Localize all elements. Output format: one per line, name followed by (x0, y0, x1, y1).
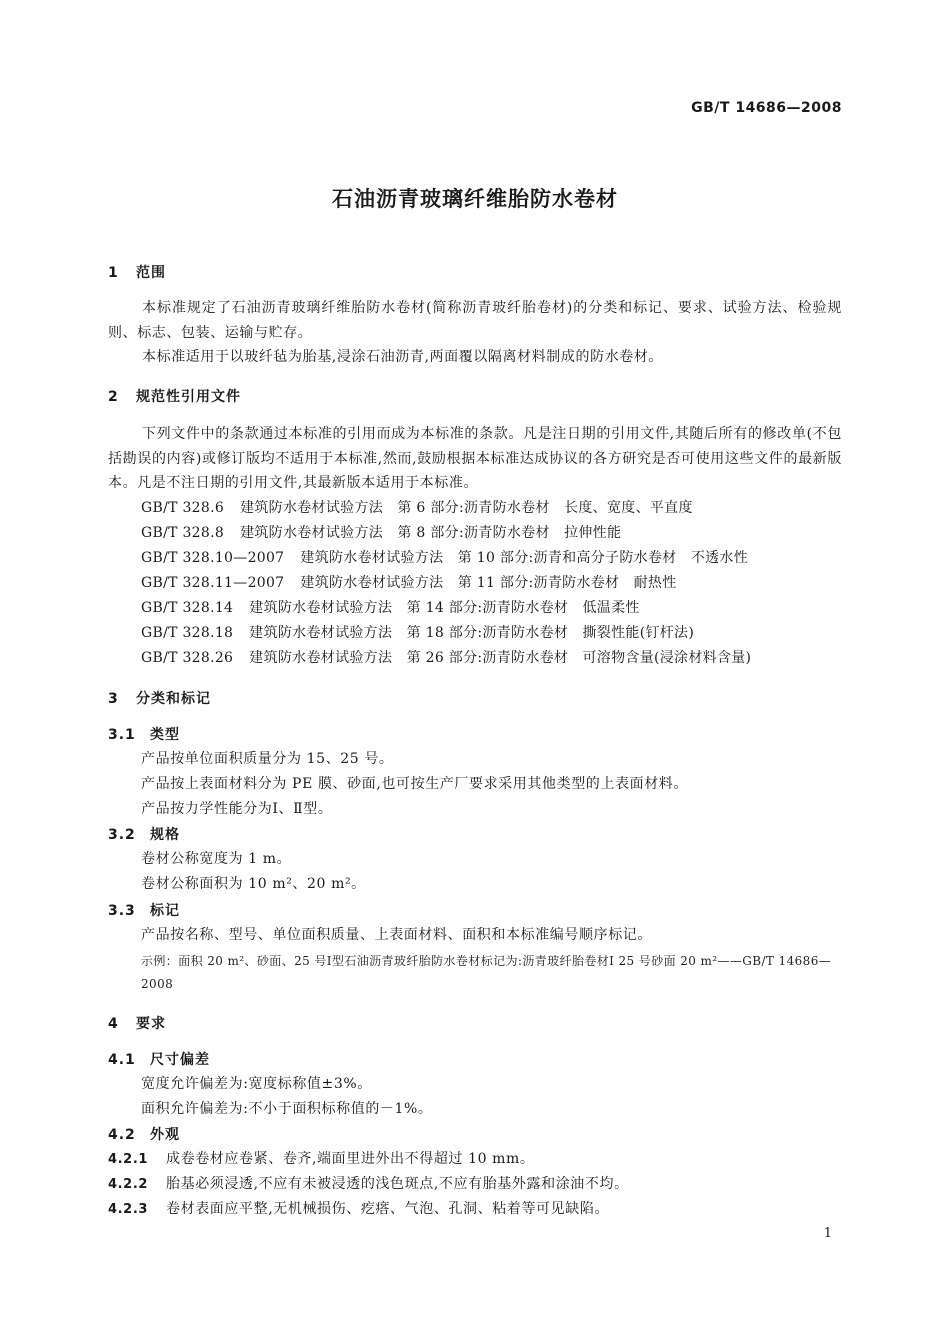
subsection-title: 类型 (150, 727, 180, 743)
item-number: 4.2.2 (108, 1177, 149, 1192)
appearance-item (108, 1147, 535, 1172)
appearance-item (108, 1172, 629, 1197)
section-2-intro: 下列文件中的条款通过本标准的引用而成为本标准的条款。凡是注日期的引用文件,其随后所有的修改单(不包括勘误的内容)或修订版均不适用于本标准,然而,鼓励根据本标准达成协议的各方研究是否可使用这些文件的最新版本。凡是不注日期的引用文件,其最新版本适用于本标准。 (108, 426, 842, 491)
section-2-heading (108, 386, 241, 406)
subsection-4-1-heading (108, 1049, 210, 1069)
spec-line-1: 卷材公称宽度为 1 m。 (141, 851, 292, 867)
reference-title: 建筑防水卷材试验方法 第 26 部分:沥青防水卷材 可溶物含量(浸涂材料含量) (249, 650, 752, 666)
item-text: 胎基必须浸透,不应有未被浸透的浅色斑点,不应有胎基外露和涂油不均。 (166, 1176, 629, 1192)
subsection-number: 3.2 (108, 827, 136, 843)
document-title: 石油沥青玻璃纤维胎防水卷材 (332, 187, 618, 211)
section-title: 规范性引用文件 (136, 389, 241, 405)
reference-title: 建筑防水卷材试验方法 第 8 部分:沥青防水卷材 拉伸性能 (240, 525, 622, 541)
reference-item (141, 547, 748, 567)
section-1-paragraph-2: 本标准适用于以玻纤毡为胎基,浸涂石油沥青,两面覆以隔离材料制成的防水卷材。 (142, 349, 664, 365)
reference-code: GB/T 328.26 (141, 650, 234, 666)
type-line-1: 产品按单位面积质量分为 15、25 号。 (141, 751, 394, 767)
item-text: 卷材表面应平整,无机械损伤、疙瘩、气泡、孔洞、粘着等可见缺陷。 (166, 1201, 610, 1217)
section-number: 3 (108, 691, 119, 707)
subsection-number: 3.3 (108, 903, 136, 919)
standard-code: GB/T 14686—2008 (691, 100, 842, 116)
reference-item (141, 647, 751, 667)
type-line-3: 产品按力学性能分为Ⅰ、Ⅱ型。 (141, 801, 333, 817)
subsection-title: 规格 (150, 827, 180, 843)
page-number: 1 (823, 1226, 832, 1241)
type-line-2: 产品按上表面材料分为 PE 膜、砂面,也可按生产厂要求采用其他类型的上表面材料。 (141, 776, 688, 792)
subsection-3-3-heading (108, 900, 180, 920)
section-title: 分类和标记 (136, 691, 211, 707)
section-number: 4 (108, 1016, 119, 1032)
reference-item (141, 597, 640, 617)
subsection-number: 3.1 (108, 727, 136, 743)
reference-title: 建筑防水卷材试验方法 第 18 部分:沥青防水卷材 撕裂性能(钉杆法) (249, 625, 695, 641)
reference-code: GB/T 328.8 (141, 525, 225, 541)
item-number: 4.2.1 (108, 1152, 149, 1167)
section-3-heading (108, 688, 211, 708)
subsection-number: 4.1 (108, 1052, 136, 1068)
reference-title: 建筑防水卷材试验方法 第 14 部分:沥青防水卷材 低温柔性 (249, 600, 640, 616)
subsection-title: 尺寸偏差 (150, 1052, 210, 1068)
section-title: 要求 (136, 1016, 166, 1032)
subsection-4-2-heading (108, 1124, 180, 1144)
section-4-heading (108, 1013, 166, 1033)
reference-title: 建筑防水卷材试验方法 第 11 部分:沥青防水卷材 耐热性 (300, 575, 677, 591)
appearance-item (108, 1197, 609, 1222)
section-1-paragraph-1: 本标准规定了石油沥青玻璃纤维胎防水卷材(简称沥青玻纤胎卷材)的分类和标记、要求、试验方法、检验规则、标志、包装、运输与贮存。 (108, 300, 842, 341)
subsection-title: 外观 (150, 1127, 180, 1143)
reference-item (141, 572, 677, 592)
marking-example: 示例：面积 20 m²、砂面、25 号Ⅰ型石油沥青玻纤胎防水卷材标记为:沥青玻纤胎卷材Ⅰ 25 号砂面 20 m²——GB/T 14686—2008 (141, 954, 832, 991)
item-text: 成卷卷材应卷紧、卷齐,端面里进外出不得超过 10 mm。 (166, 1151, 535, 1167)
item-number: 4.2.3 (108, 1202, 149, 1217)
spec-line-2: 卷材公称面积为 10 m²、20 m²。 (141, 876, 366, 892)
subsection-number: 4.2 (108, 1127, 136, 1143)
marking-line: 产品按名称、型号、单位面积质量、上表面材料、面积和本标准编号顺序标记。 (141, 927, 652, 943)
subsection-3-1-heading (108, 724, 180, 744)
area-tolerance-line: 面积允许偏差为:不小于面积标称值的－1%。 (141, 1101, 433, 1117)
subsection-title: 标记 (150, 903, 180, 919)
reference-code: GB/T 328.18 (141, 625, 234, 641)
reference-item (141, 522, 621, 542)
reference-item (141, 622, 694, 642)
section-number: 1 (108, 265, 119, 281)
subsection-3-2-heading (108, 824, 180, 844)
reference-title: 建筑防水卷材试验方法 第 6 部分:沥青防水卷材 长度、宽度、平直度 (240, 500, 693, 516)
reference-code: GB/T 328.14 (141, 600, 234, 616)
section-number: 2 (108, 389, 119, 405)
reference-item (141, 497, 693, 517)
section-title: 范围 (136, 265, 166, 281)
reference-title: 建筑防水卷材试验方法 第 10 部分:沥青和高分子防水卷材 不透水性 (300, 550, 749, 566)
reference-code: GB/T 328.10—2007 (141, 550, 285, 566)
width-tolerance-line: 宽度允许偏差为:宽度标称值±3%。 (141, 1076, 372, 1092)
reference-code: GB/T 328.6 (141, 500, 225, 516)
section-1-heading (108, 262, 166, 282)
reference-code: GB/T 328.11—2007 (141, 575, 285, 591)
